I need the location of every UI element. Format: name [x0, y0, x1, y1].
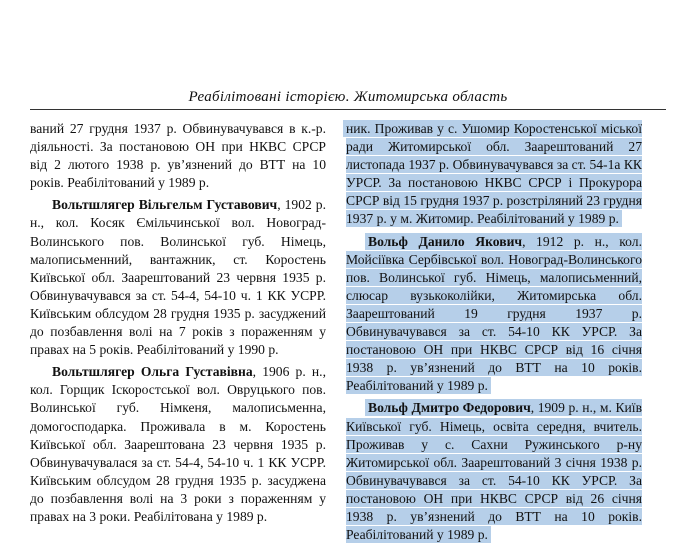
entry-paragraph	[346, 120, 642, 229]
entry-text: ник. Проживав у с. Ушомир Коростенської міської ради Житомирської обл. Заарештований 27 листопада 1937 р. Обвинувачувався за ст. 54-1а КК УРСР. За постановою НКВС СРСР і Прокурора СРСР від 15 грудня 1937 р. розстріляний 23 грудня 1937 р. у м. Житомир. Реабілітований у 1989 р.	[346, 121, 642, 227]
highlighted-text[interactable]	[343, 120, 642, 227]
left-column	[30, 120, 326, 526]
entry-name: Вольф Дмитро Федорович	[368, 400, 531, 416]
entry-text: ваний 27 грудня 1937 р. Обвинувачувався в к.-р. діяльності. За постановою ОН при НКВС СРСР від 2 лютого 1938 р. ув’язнений до ВТТ на 10 років. Реабілітований у 1989 р.	[30, 121, 326, 191]
running-header: Реабілітовані історією. Житомирська область	[30, 89, 666, 110]
entry-name: Вольтшлягер Ольга Густавівна	[52, 364, 253, 380]
entry-text: , 1906 р. н., кол. Горщик Іскоростської вол. Овруцького пов. Волинської губ. Німкеня, малописьменна, домогосподарка. Проживала в м. Коростень Київської обл. Заарештована 23 червня 1935 р. Обвинувачувалася за ст. 54-4, 54-10 ч. 1 КК УСРР. Київським облсудом 28 грудня 1935 р. засуджена до позбавлення волі на 3 роки з пораженням у правах на 3 роки. Реабілітована у 1989 р.	[30, 364, 326, 524]
entry-text: , 1912 р. н., кол. Мойсіївка Сербівської вол. Новоград-Волинського пов. Волинської губ. Німець, малописьменний, слюсар вузькоколійки, Житомирська обл. Заарештований 19 грудня 1937 р. Обвинувачувався за ст. 54-10 КК УРСР. За постановою ОН при НКВС СРСР від 16 січня 1938 р. ув’язнений до ВТТ на 10 років. Реабілітований у 1989 р.	[346, 233, 642, 394]
entry-paragraph	[346, 399, 642, 544]
entry-paragraph	[30, 120, 326, 192]
right-column	[346, 120, 642, 544]
highlighted-text[interactable]	[346, 399, 642, 543]
entry-text: , 1909 р. н., м. Київ Київської губ. Німець, освіта середня, вчитель. Проживав у с. Сахни Ружинського р-ну Житомирської обл. Заарештований 3 січня 1938 р. Обвинувачувався за ст. 54-10 КК УРСР. За постановою ОН при НКВС СРСР від 26 січня 1938 р. ув’язнений до ВТТ на 10 років. Реабілітований у 1989 р.	[346, 400, 642, 543]
entry-paragraph	[346, 233, 642, 396]
entry-name: Вольтшлягер Вільгельм Густавович	[52, 197, 278, 213]
highlighted-text[interactable]	[346, 233, 642, 395]
entry-text: , 1902 р. н., кол. Косяк Ємільчинської вол. Новоград-Волинського пов. Волинської губ. Німець, малописьменний, вантажник, ст. Коростень Київської обл. Заарештований 23 червня 1935 р. Обвинувачувався за ст. 54-4, 54-10 ч. 1 КК УСРР. Київським облсудом 28 грудня 1935 р. засуджений до позбавлення волі на 7 років з пораженням у правах на 5 років. Реабілітований у 1990 р.	[30, 197, 326, 358]
entry-paragraph	[30, 363, 326, 526]
entry-name: Вольф Данило Якович	[368, 233, 523, 249]
entry-paragraph	[30, 196, 326, 359]
